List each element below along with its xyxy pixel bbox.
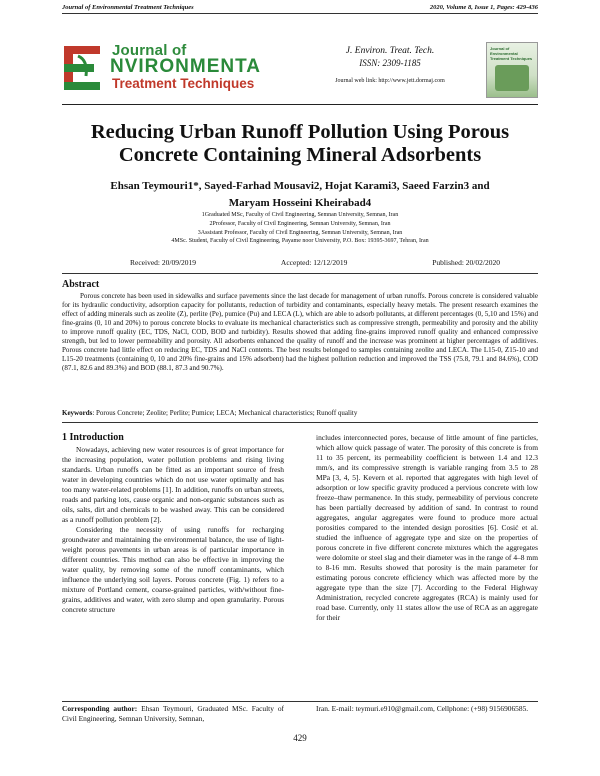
journal-logo: [62, 42, 302, 92]
page-number: 429: [293, 733, 307, 743]
corresponding-author-note: [62, 704, 284, 724]
keywords-divider: [62, 422, 538, 423]
cover-image: [495, 65, 529, 91]
journal-issn: ISSN: 2309-1185: [359, 58, 421, 68]
masthead-divider: [62, 104, 538, 105]
logo-line-journal: Journal of: [112, 42, 187, 59]
corresponding-author-contact: Iran. E-mail: teymuri.e910@gmail.com, Cellphone: (+98) 9156906585.: [316, 704, 529, 713]
running-journal-name: Journal of Environmental Treatment Techniques: [62, 4, 194, 11]
intro-paragraph-2: Considering the necessity of using runoffs for recharging groundwater and maintaining the environmental balance, the use of light-weight porous pavements in urban areas is of particular importance in different countries. This method can also be effective in improving the water quality, by removing some of the runoff contaminants, which influence the underlying soil layers. Porous concrete (Fig. 1) refers to a mixture of Portland cement, coarse-grained particles, with/without fine-grains, additives and water, with zero slump and open granularity. Porous concrete structure: [62, 524, 284, 614]
author-list: Ehsan Teymouri1*, Sayed-Farhad Mousavi2, Hojat Karami3, Saeed Farzin3 and Maryam Hosseini Kheirabad4: [110, 180, 490, 209]
cover-title: Journal of Environmental Treatment Techniques: [490, 46, 533, 61]
section-heading-introduction: 1 Introduction: [62, 432, 124, 443]
affiliation-3: 3Assistant Professor, Faculty of Civil Engineering, Semnan University, Semnan, Iran: [197, 229, 403, 236]
affiliation-4: 4MSc. Student, Faculty of Civil Engineering, Payame noor University, P.O. Box: 19395-3697, Tehran, Iran: [171, 238, 429, 245]
running-volume-info: 2020, Volume 8, Issue 1, Pages: 429-436: [429, 4, 538, 11]
footnote-divider: [62, 701, 538, 702]
journal-cover-thumbnail: [486, 42, 538, 98]
intro-paragraph-3: includes interconnected pores, because of little amount of fine particles, which allow quick passage of water. The porosity of this concrete is from 11 to 35 percent, its permeability coefficient is between 1.4 and 12.3 mm/s, and its compressive strength is variable ranging from 3.5 to 28 MPa [3, 4, 5]. Kevern et al. reported that aggregates with high level of adsorption or low specific gravity produced a pervious concrete with low freeze–thaw permanence. In this study, permeability of pervious concrete has been partially decreased by addition of sand. In contrast to round aggregates, angular aggregates were found to produce more actual porosities compared to the intended design porosities [6]. Cosić et al. studied the influence of aggregate type and size on the properties of porous concrete in five different concrete mixtures which the aggregates were dolomite or steel slag and their diameter was in the range of 4–8 mm to 8-16 mm. Results showed that porosity is the main parameter for estimating porous concrete efficiency which was affected more by the aggregate type than the size [7]. According to the Federal Highway Administration, recycled concrete aggregates (RCA) is mainly used for road base. Currently, only 11 states allow the use of RCA as an aggregate for their: [316, 433, 538, 622]
running-header: [62, 4, 538, 14]
abstract-body: Porous concrete has been used in sidewalks and surface pavements since the last decade for management of urban runoffs. Porous concrete is considered valuable for its hydraulic conductivity, adsorption capacity for pollutants, reduction of turbidity and contaminants, especially heavy metals. The present research examines the effect of adding minerals such as zeolite (Z), perlite (Pe), pumice (Pu) and LECA (L), which are able to adsorb pollutants, at different percentages (0, 5,10 and 15%) and fine-grains (0, 10 and 20%) to porous concrete blocks to evaluate its mechanical characteristics such as compressive strength, permeability and porosity and the ability to improve runoff quality (EC, TDS, NaCl, COD, BOD and turbidity). Results showed that adding fine-grains improved runoff quality and enhanced compressive strength, but led to lower permeability and porosity. All adsorbents enhanced the quality of runoff and the increase was prominent at higher percentages of additives. Porous concrete had little effect on reducing EC, TDS and NaCl contents. The best results belonged to samples containing zeolite and LECA. The L15-0, Z15-10 and L15-20 treatments (containing 0, 10 and 20% fine-grains and 15% adsorbent) had the highest pollution reduction and improved the TSS (75.8, 79.1 and 84.6%), COD (87.1, 82.6 and 89.3%) and BOD (88.1, 87.3 and 90.7%).: [62, 292, 538, 372]
corresponding-author-text: Ehsan Teymouri, Graduated MSc. Faculty of Civil Engineering, Semnan University, Semnan,: [62, 704, 284, 723]
keywords: [62, 409, 538, 417]
logo-line-environmental: NVIRONMENTA: [110, 56, 262, 77]
journal-info: [310, 46, 470, 84]
intro-paragraph-1: Nowadays, achieving new water resources is of great importance for the increasing population, water pollution problems and rising living standards. Urban runoffs can be fitted as an important source of fresh water in developing countries which do not use water optimally and has too many water-related problems [1]. In addition, runoffs on urban streets, roads and parking lots, cause organic and non-organic substances such as oils, salts, dirt and chemicals to be washed away. This can be considered as a runoff pollution problem [2].: [62, 444, 284, 524]
corresponding-author-label: Corresponding author:: [62, 704, 138, 713]
date-accepted: Accepted: 12/12/2019: [280, 258, 348, 267]
journal-weblink[interactable]: Journal web link: http://www.jett.dormaj.com: [335, 78, 445, 84]
journal-abbreviation: J. Environ. Treat. Tech.: [345, 46, 435, 56]
logo-line-treatment: Treatment Techniques: [112, 76, 255, 91]
keywords-text: : Porous Concrete; Zeolite; Perlite; Pumice; LECA; Mechanical characteristics; Runoff quality: [92, 409, 358, 417]
paper-title: Reducing Urban Runoff Pollution Using Porous Concrete Containing Mineral Adsorbents: [90, 121, 510, 166]
abstract-heading: Abstract: [62, 279, 100, 290]
logo-e-icon: [64, 46, 104, 90]
keywords-label: Keywords: [62, 409, 93, 417]
body-column-right: [316, 433, 538, 623]
affiliation-2: 2Professor, Faculty of Civil Engineering, Semnan University, Semnan, Iran: [209, 220, 391, 227]
publication-dates: [130, 258, 500, 267]
date-received: Received: 20/09/2019: [130, 258, 197, 267]
affiliation-1: 1Graduated MSc, Faculty of Civil Engineering, Semnan University, Semnan, Iran: [201, 212, 399, 218]
abstract-top-divider: [62, 273, 538, 274]
masthead: [62, 42, 538, 92]
date-published: Published: 20/02/2020: [432, 258, 500, 267]
affiliations: [62, 211, 538, 246]
body-column-left: [62, 433, 284, 615]
